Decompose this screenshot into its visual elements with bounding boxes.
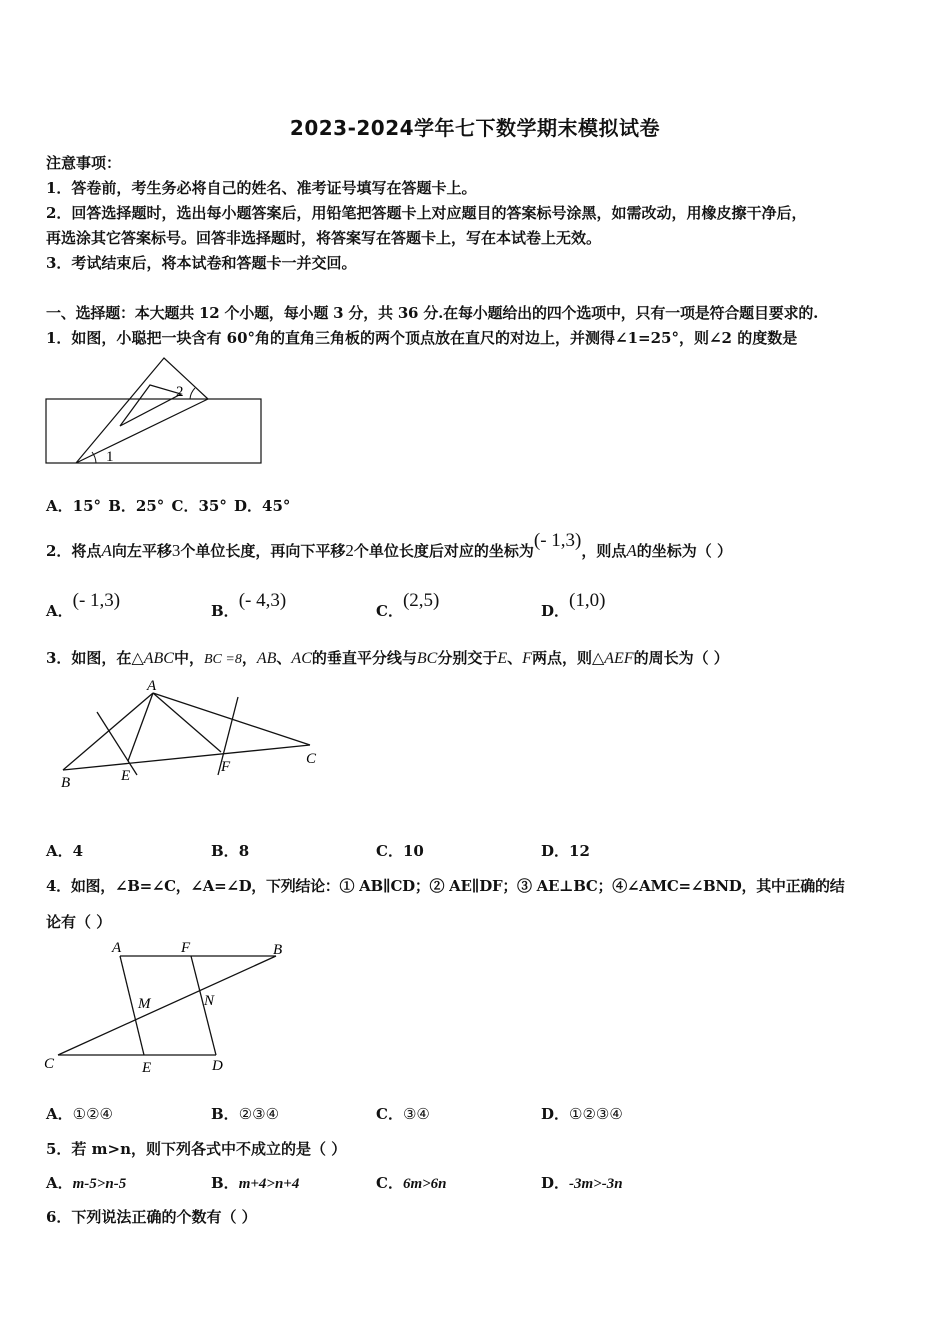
label-e: E xyxy=(121,768,131,784)
option-label: A． xyxy=(46,842,73,860)
q4-stem-line1: 4．如图，∠B=∠C，∠A=∠D，下列结论：① AB∥CD；② AE∥DF；③ AE⊥BC；④∠AMC=∠BND，其中正确的结 xyxy=(46,877,845,895)
q1-figure xyxy=(40,352,270,472)
option-label: D． xyxy=(541,602,570,620)
label-f: F xyxy=(221,759,231,775)
q3-option-b xyxy=(211,840,249,861)
q4-option-a xyxy=(46,1103,113,1124)
option-value: 4 xyxy=(72,842,84,860)
option-label: A． xyxy=(46,602,73,620)
q6-stem: 6．下列说法正确的个数有（ ） xyxy=(46,1208,257,1226)
label-e: E xyxy=(142,1060,152,1076)
notice-item-2: 2．回答选择题时，选出每小题答案后，用铅笔把答题卡上对应题目的答案标号涂黑，如需改动，用橡皮擦干净后， xyxy=(46,204,807,222)
triangle-outer xyxy=(76,358,208,463)
label-b: B xyxy=(273,942,283,958)
q3-option-c xyxy=(376,840,424,861)
q2-option-c xyxy=(376,590,440,622)
label-c: C xyxy=(44,1056,55,1072)
option-value: -3m>-3n xyxy=(569,1176,623,1192)
q3-figure xyxy=(55,675,335,795)
q3-ab: AB xyxy=(256,650,277,667)
page-title: 2023-2024学年七下数学期末模拟试卷 xyxy=(289,116,661,140)
option-value: (- 4,3) xyxy=(238,590,287,611)
option-label: C． xyxy=(376,602,403,620)
label-n: N xyxy=(204,993,215,1009)
option-value: 12 xyxy=(569,842,590,860)
q5-stem: 5．若 m>n，则下列各式中不成立的是（ ） xyxy=(46,1140,347,1158)
q2-point-a: A xyxy=(626,541,637,560)
q3-bc: BC =8 xyxy=(204,652,242,667)
q4-option-b xyxy=(211,1103,279,1124)
q3-text: 、 xyxy=(276,649,292,667)
notice-item-3: 3．考试结束后，将本试卷和答题卡一并交回。 xyxy=(46,254,357,272)
triangle-inner xyxy=(120,385,181,426)
q5-option-d xyxy=(541,1172,623,1193)
q3-ac: AC xyxy=(291,650,312,667)
option-label: B． xyxy=(211,1174,239,1192)
label-c: C xyxy=(306,751,317,767)
q3-bc: BC xyxy=(416,650,438,667)
q3-text: ， xyxy=(241,649,257,667)
option-label: D． xyxy=(541,842,570,860)
q2-option-d xyxy=(541,590,606,622)
q3-text: 3．如图，在 xyxy=(46,649,132,667)
option-label: A． xyxy=(46,1105,73,1123)
q3-e: E xyxy=(497,650,508,667)
segment-ac xyxy=(153,693,310,745)
notice-item-1: 1．答卷前，考生务必将自己的姓名、准考证号填写在答题卡上。 xyxy=(46,179,477,197)
q2-text: 的坐标为（ ） xyxy=(636,542,732,560)
q3-text: 的垂直平分线与 xyxy=(311,649,417,667)
option-value: ①②③④ xyxy=(569,1105,623,1123)
q2-text: 个单位长度后对应的坐标为 xyxy=(353,542,534,560)
q3-triangle: △ABC xyxy=(131,650,174,667)
label-a: A xyxy=(147,678,157,694)
angle-1-label: 1 xyxy=(106,449,114,465)
q2-option-b xyxy=(211,590,287,622)
option-label: B． xyxy=(211,1105,239,1123)
q1-stem: 1．如图，小聪把一块含有 60°角的直角三角板的两个顶点放在直尺的对边上，并测得∠1=25°，则∠2 的度数是 xyxy=(46,329,798,347)
q2-stem xyxy=(46,530,732,562)
option-label: A． xyxy=(46,1174,73,1192)
q2-text: ，则点 xyxy=(581,542,627,560)
q2-num-2: 2 xyxy=(345,541,354,560)
segment-af xyxy=(153,693,221,752)
q2-coord: (- 1,3) xyxy=(533,530,582,551)
q2-text: 2．将点 xyxy=(46,542,102,560)
notice-item-2-cont: 再选涂其它答案标号。回答非选择题时，将答案写在答题卡上，写在本试卷上无效。 xyxy=(46,229,602,247)
q4-figure xyxy=(40,938,300,1078)
q3-f: F xyxy=(522,650,532,667)
segment-bc xyxy=(63,745,310,770)
q5-option-a xyxy=(46,1172,126,1193)
option-label: D． xyxy=(541,1105,570,1123)
section-heading: 一、选择题：本大题共 12 个小题，每小题 3 分，共 36 分.在每小题给出的四个选项中，只有一项是符合题目要求的. xyxy=(46,304,819,322)
q2-option-a xyxy=(46,590,121,622)
option-value: ②③④ xyxy=(238,1105,280,1123)
label-a: A xyxy=(112,940,122,956)
q2-num-3: 3 xyxy=(171,541,181,560)
q2-text: 个单位长度，再向下平移 xyxy=(180,542,346,560)
option-label: C． xyxy=(376,1174,403,1192)
notice-heading: 注意事项： xyxy=(46,154,122,172)
option-value: m+4>n+4 xyxy=(238,1176,300,1192)
option-label: D． xyxy=(541,1174,570,1192)
option-value: ①②④ xyxy=(72,1105,113,1123)
option-value: (1,0) xyxy=(569,590,606,611)
q2-text: 向左平移 xyxy=(111,542,172,560)
q3-aef: △AEF xyxy=(591,650,634,667)
label-d: D xyxy=(212,1058,223,1074)
option-label: C． xyxy=(376,842,403,860)
option-label: C． xyxy=(376,1105,403,1123)
label-m: M xyxy=(138,996,151,1012)
angle-2-label: 2 xyxy=(176,384,184,400)
option-value: (- 1,3) xyxy=(72,590,121,611)
q4-option-d xyxy=(541,1103,623,1124)
q3-stem xyxy=(46,647,729,668)
q3-text: 中， xyxy=(173,649,204,667)
option-label: B． xyxy=(211,842,239,860)
option-value: 10 xyxy=(402,842,424,860)
angle-2-arc xyxy=(190,388,195,399)
option-label: B． xyxy=(211,602,239,620)
segment-cb xyxy=(58,956,276,1055)
q5-option-b xyxy=(211,1172,299,1193)
label-b: B xyxy=(61,775,71,791)
q3-text: 分别交于 xyxy=(437,649,498,667)
q3-text: 、 xyxy=(507,649,523,667)
option-value: 8 xyxy=(238,842,250,860)
option-value: ③④ xyxy=(402,1105,430,1123)
q3-text: 的周长为（ ） xyxy=(633,649,729,667)
q2-point-a: A xyxy=(101,541,112,560)
q3-option-a xyxy=(46,840,83,861)
label-f: F xyxy=(181,940,191,956)
q3-option-d xyxy=(541,840,590,861)
option-value: m-5>n-5 xyxy=(72,1176,127,1192)
q5-option-c xyxy=(376,1172,447,1193)
option-value: 6m>6n xyxy=(402,1176,447,1192)
q1-options: A．15° B．25° C．35° D．45° xyxy=(46,497,291,515)
option-value: (2,5) xyxy=(402,590,440,611)
q3-text: 两点，则 xyxy=(531,649,592,667)
q4-stem-line2: 论有（ ） xyxy=(46,913,112,931)
q4-option-c xyxy=(376,1103,430,1124)
